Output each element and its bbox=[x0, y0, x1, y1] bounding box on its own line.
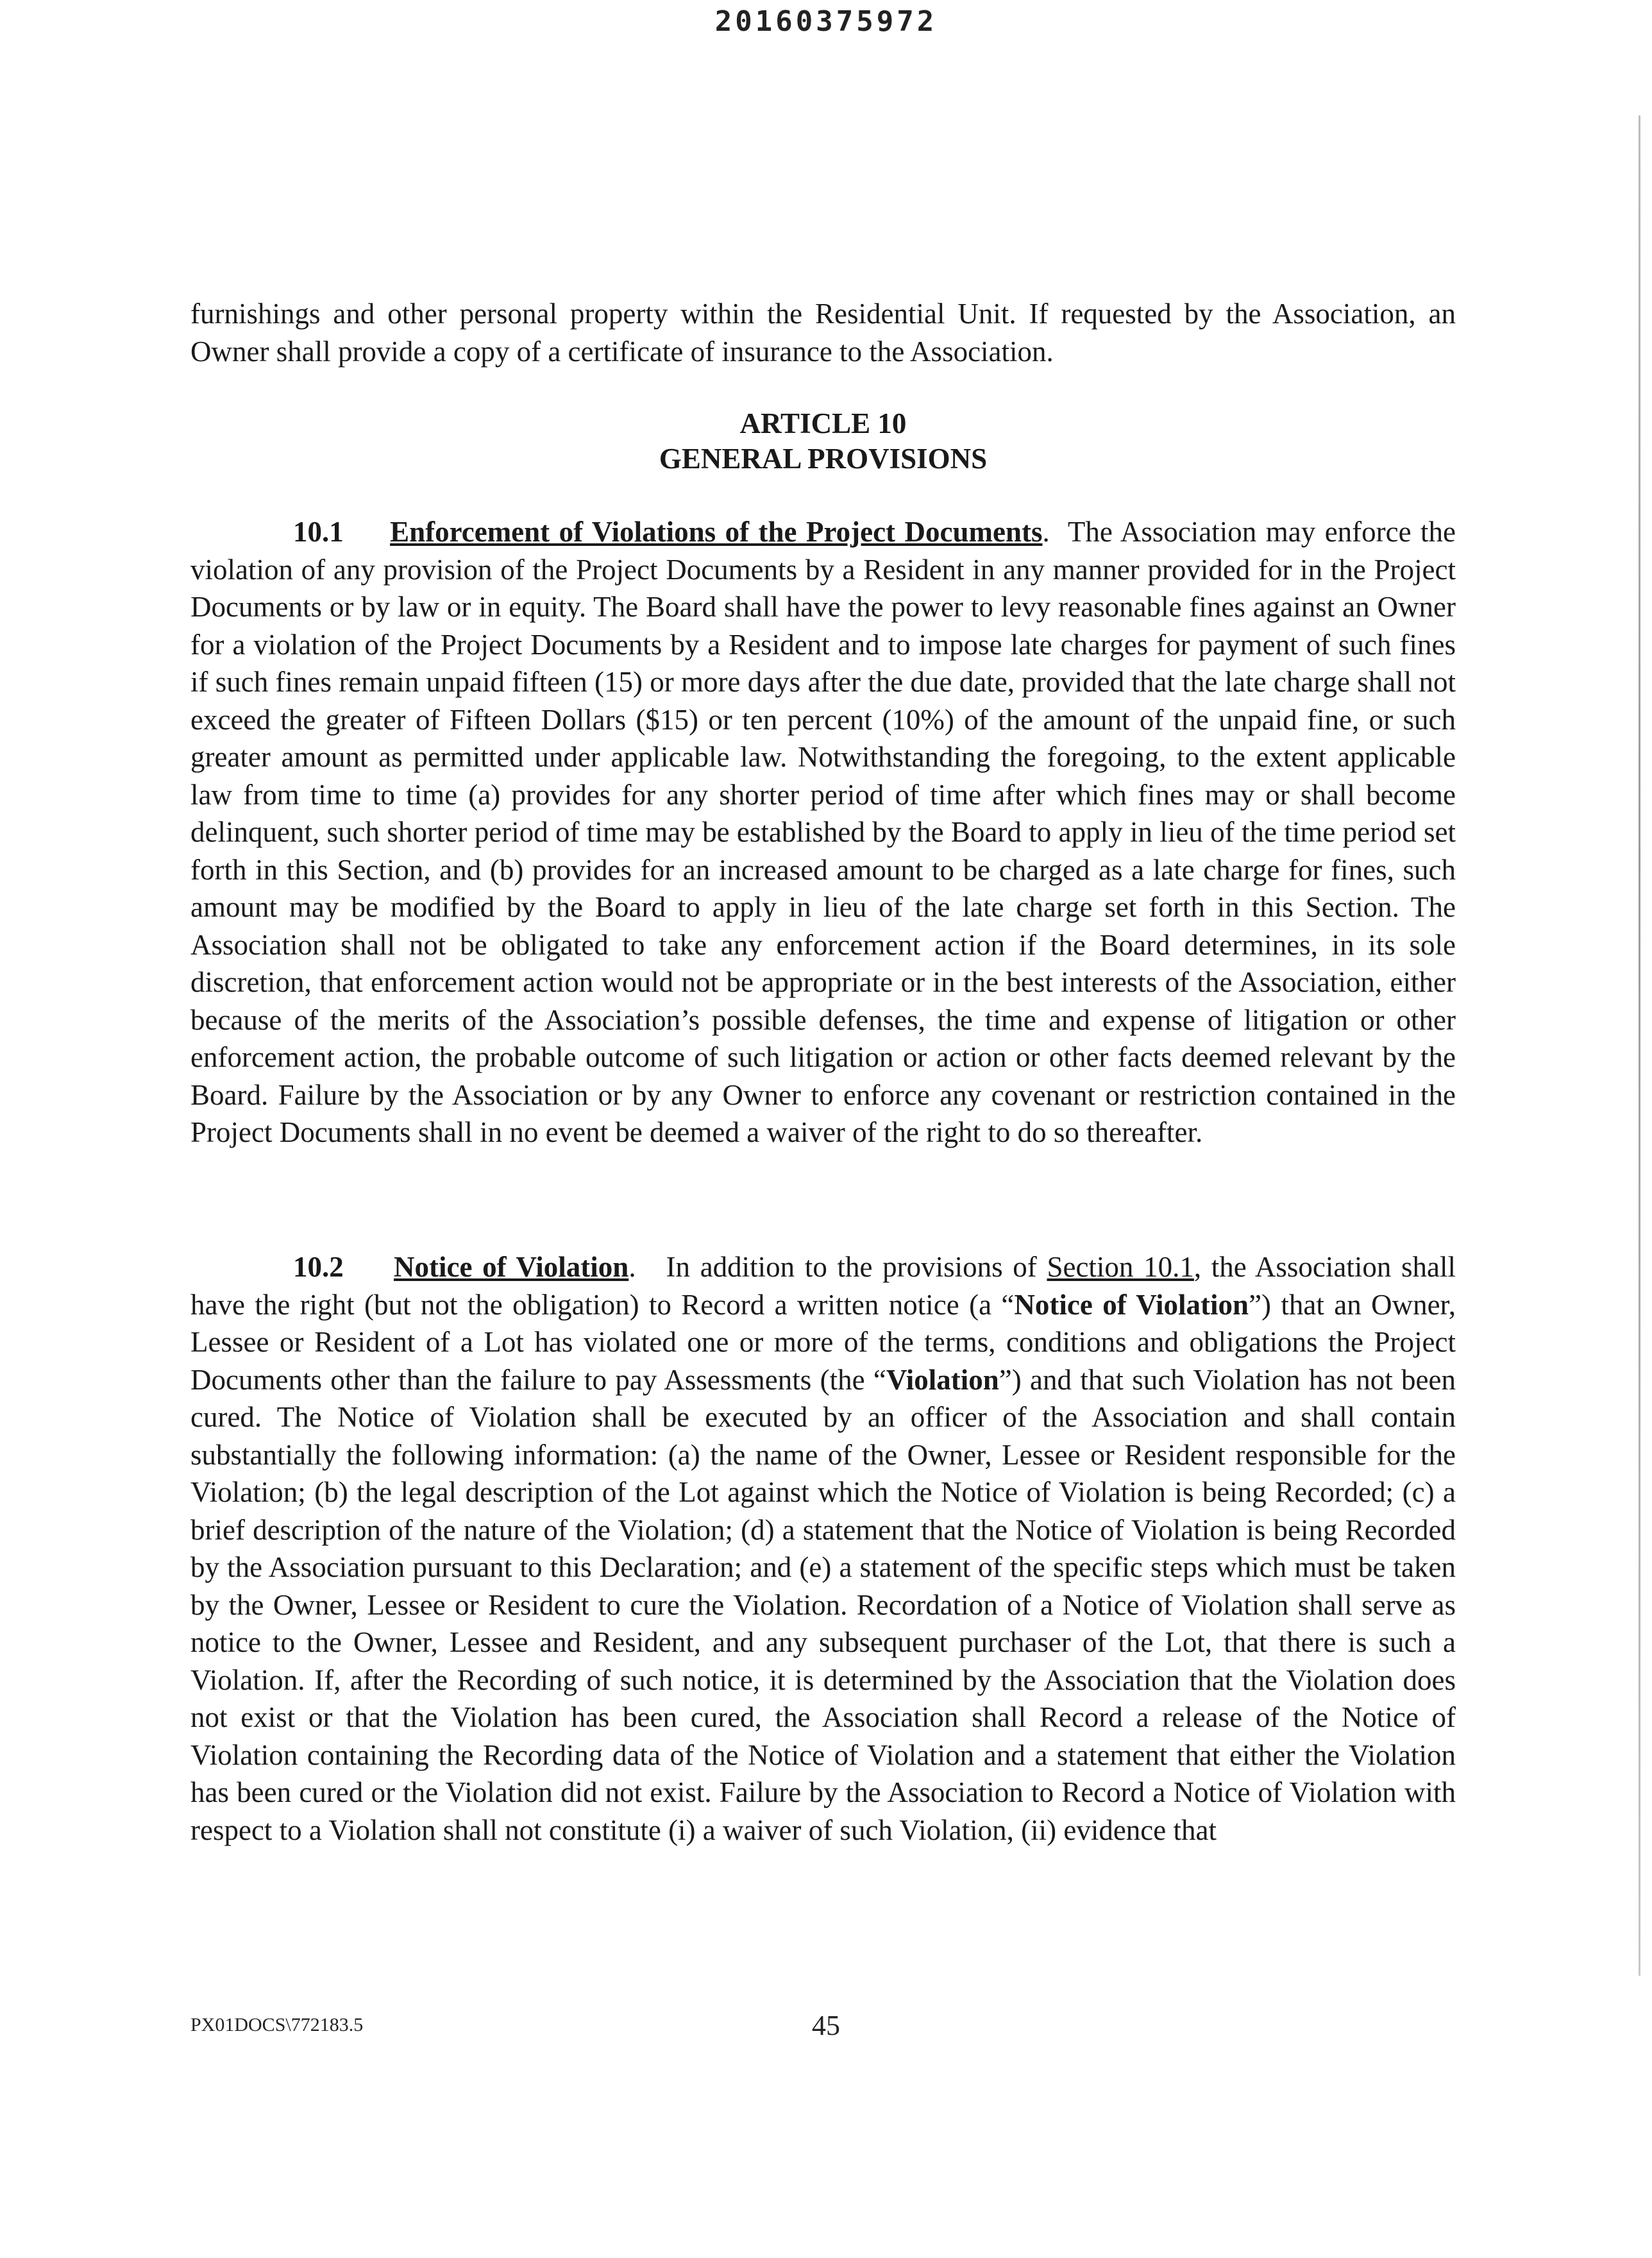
section-text: The Association may enforce the violation of any provision of the Project Documents by a Resident in any manner provided for in the Project Documents or by law or in equity. The Board shall have the power to levy reasonable fines against an Owner for a violation of the Project Documents by a Resident and to impose late charges for payment of such fines if such fines remain unpaid fifteen (15) or more days after the due date, provided that the late charge shall not exceed the greater of Fifteen Dollars ($15) or ten percent (10%) of the amount of the unpaid fine, or such greater amount as permitted under applicable law. Notwithstanding the foregoing, to the extent applicable law from time to time (a) provides for any shorter period of time after which fines may or shall become delinquent, such shorter period of time may be established by the Board to apply in lieu of the time period set forth in this Section, and (b) provides for an increased amount to be charged as a late charge for fines, such amount may be modified by the Board to apply in lieu of the late charge set forth in this Section. The Association shall not be obligated to take any enforcement action if the Board determines, in its sole discretion, that enforcement action would not be appropriate or in the best interests of the Association, either because of the merits of the Association’s possible defenses, the time and expense of litigation or other enforcement action, the probable outcome of such litigation or action or other facts deemed relevant by the Board. Failure by the Association or by any Owner to enforce any covenant or restriction contained in the Project Documents shall in no event be deemed a waiver of the right to do so thereafter. bbox=[190, 516, 1456, 1148]
article-title: GENERAL PROVISIONS bbox=[659, 443, 988, 475]
section-10-2: 10.2 Notice of Violation. In addition to the provisions of Section 10.1, the Association shall have the right (but not the obligation) to Record a written notice (a “Notice of Violation”) that an Owner, Lessee or Resident of a Lot has violated one or more of the terms, conditions and obligations the Project Documents other than the failure to pay Assessments (the “Violation”) and that such Violation has not been cured. The Notice of Violation shall be executed by an officer of the Association and shall contain substantially the following information: (a) the name of the Owner, Lessee or Resident responsible for the Violation; (b) the legal description of the Lot against which the Notice of Violation is being Recorded; (c) a brief description of the nature of the Violation; (d) a statement that the Notice of Violation is being Recorded by the Association pursuant to this Declaration; and (e) a statement of the specific steps which must be taken by the Owner, Lessee or Resident to cure the Violation. Recordation of a Notice of Violation shall serve as notice to the Owner, Lessee and Resident, and any subsequent purchaser of the Lot, that there is such a Violation. If, after the Recording of such notice, it is determined by the Association that the Violation does not exist or that the Violation has been cured, the Association shall Record a release of the Notice of Violation containing the Recording data of the Notice of Violation and a statement that either the Violation has been cured or the Violation did not exist. Failure by the Association to Record a Notice of Violation with respect to a Violation shall not constitute (i) a waiver of such Violation, (ii) evidence that bbox=[190, 1251, 1456, 1846]
page-number: 45 bbox=[812, 2010, 840, 2041]
section-text-d: ”) and that such Violation has not been cured. The Notice of Violation shall be executed by an officer of the Association and shall contain substantially the following information: (a) the name of the Owner, Lessee or Resident responsible for the Violation; (b) the legal description of the Lot against which the Notice of Violation is being Recorded; (c) a brief description of the nature of the Violation; (d) a statement that the Notice of Violation is being Recorded by the Association pursuant to this Declaration; and (e) a statement of the specific steps which must be taken by the Owner, Lessee or Resident to cure the Violation. Recordation of a Notice of Violation shall serve as notice to the Owner, Lessee and Resident, and any subsequent purchaser of the Lot, that there is such a Violation. If, after the Recording of such notice, it is determined by the Association that the Violation does not exist or that the Violation has been cured, the Association shall Record a release of the Notice of Violation containing the Recording data of the Notice of Violation and a statement that either the Violation has been cured or the Violation did not exist. Failure by the Association to Record a Notice of Violation with respect to a Violation shall not constitute (i) a waiver of such Violation, (ii) evidence that bbox=[190, 1363, 1456, 1846]
section-10-1: 10.1 Enforcement of Violations of the Project Documents. The Association may enforce the violation of any provision of the Project Documents by a Resident in any manner provided for in the Project Documents or by law or in equity. The Board shall have the power to levy reasonable fines against an Owner for a violation of the Project Documents by a Resident and to impose late charges for payment of such fines if such fines remain unpaid fifteen (15) or more days after the due date, provided that the late charge shall not exceed the greater of Fifteen Dollars ($15) or ten percent (10%) of the amount of the unpaid fine, or such greater amount as permitted under applicable law. Notwithstanding the foregoing, to the extent applicable law from time to time (a) provides for any shorter period of time after which fines may or shall become delinquent, such shorter period of time may be established by the Board to apply in lieu of the time period set forth in this Section, and (b) provides for an increased amount to be charged as a late charge for fines, such amount may be modified by the Board to apply in lieu of the late charge set forth in this Section. The Association shall not be obligated to take any enforcement action if the Board determines, in its sole discretion, that enforcement action would not be appropriate or in the best interests of the Association, either because of the merits of the Association’s possible defenses, the time and expense of litigation or other enforcement action, the probable outcome of such litigation or action or other facts deemed relevant by the Board. Failure by the Association or by any Owner to enforce any covenant or restriction contained in the Project Documents shall in no event be deemed a waiver of the right to do so thereafter. bbox=[190, 516, 1456, 1148]
article-number: ARTICLE 10 bbox=[739, 407, 907, 439]
document-number: 20160375972 bbox=[714, 5, 938, 38]
section-number: 10.1 bbox=[293, 516, 344, 548]
section-text-b: , the Association shall have the right (but not the obligation) to Record a written notice (a “ bbox=[190, 1251, 1456, 1321]
section-text-c: ”) that an Owner, Lessee or Resident of a Lot has violated one or more of the terms, conditions and obligations the Project Documents other than the failure to pay Assessments (the “ bbox=[190, 1288, 1456, 1396]
section-text-a: In addition to the provisions of bbox=[666, 1251, 1037, 1283]
cross-reference-link[interactable]: Section 10.1 bbox=[1047, 1251, 1194, 1283]
section-number: 10.2 bbox=[293, 1251, 344, 1283]
defined-term-violation: Violation bbox=[886, 1363, 999, 1396]
continuation-paragraph: furnishings and other personal property within the Residential Unit. If requested by the Association, an Owner shall provide a copy of a certificate of insurance to the Association. bbox=[190, 298, 1456, 368]
defined-term-notice-of-violation: Notice of Violation bbox=[1014, 1288, 1249, 1321]
scan-edge-line bbox=[1639, 115, 1640, 1976]
section-title: Enforcement of Violations of the Project Documents bbox=[390, 516, 1043, 548]
section-title: Notice of Violation bbox=[394, 1251, 629, 1283]
footer-document-code: PX01DOCS\772183.5 bbox=[190, 2014, 364, 2035]
